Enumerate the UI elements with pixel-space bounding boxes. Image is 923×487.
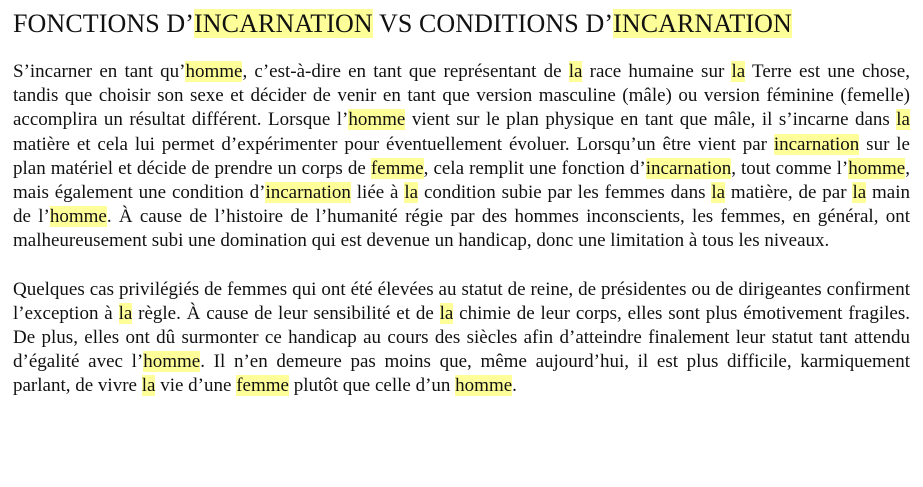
highlighted-term: homme <box>348 109 406 131</box>
paragraph-1 <box>13 60 910 254</box>
text-run: chimie de leur corps, elles sont plus émotivement fragiles. De plus, elles ont dû surmonter ce handicap au cours des siècles afin d’atteindre finalement leur statut tant attendu d’égalité avec l’ <box>13 302 910 373</box>
text-run: plutôt que celle d’un <box>288 375 456 397</box>
text-run: race humaine sur <box>582 61 732 82</box>
highlighted-term: la <box>439 302 454 324</box>
highlighted-term: INCARNATION <box>613 9 792 38</box>
text-run: , c’est-à-dire en tant que représentant de <box>242 61 569 82</box>
highlighted-term: la <box>568 61 583 82</box>
highlighted-term: homme <box>455 375 513 397</box>
text-run: condition subie par les femmes dans <box>418 182 712 204</box>
text-run: , tout comme l’ <box>731 157 849 179</box>
text-run: vie d’une <box>155 375 237 397</box>
highlighted-term: la <box>731 61 746 82</box>
text-run: main de l’ <box>13 182 911 228</box>
text-run: matière et cela lui permet d’expérimenter pour éventuellement évoluer. Lorsqu’un être vient par <box>13 133 774 155</box>
highlighted-term: la <box>852 182 867 204</box>
highlighted-term: incarnation <box>265 182 351 204</box>
text-run: . Il n’en demeure pas moins que, même aujourd’hui, il est plus difficile, karmiquement parlant, de vivre <box>13 351 910 397</box>
text-run: matière, de par <box>725 182 853 204</box>
highlighted-term: homme <box>185 61 243 82</box>
document-title <box>13 4 910 44</box>
highlighted-term: homme <box>143 351 201 373</box>
text-run: , cela remplit une fonction d’ <box>423 157 646 179</box>
text-run: , mais également une condition d’ <box>13 157 910 204</box>
highlighted-term: la <box>404 182 419 204</box>
text-run: règle. À cause de leur sensibilité et de <box>132 302 440 324</box>
highlighted-term: incarnation <box>645 157 732 179</box>
highlighted-term: homme <box>49 206 107 228</box>
text-run: sur le plan matériel et décide de prendre un corps de <box>13 133 910 179</box>
text-run: Terre est une chose, tandis que choisir son sexe et décider de venir en tant que version masculine (mâle) ou version féminine (femelle) accomplira un résultat différent. Lorsque l’ <box>13 61 910 131</box>
text-run: S’incarner en tant qu’ <box>13 61 186 82</box>
highlighted-term: femme <box>236 375 289 397</box>
highlighted-term: la <box>141 375 156 397</box>
highlighted-term: la <box>711 182 726 204</box>
text-run: vient sur le plan physique en tant que mâle, il s’incarne dans <box>405 109 897 131</box>
text-run: FONCTIONS D’ <box>13 9 195 38</box>
text-run: VS CONDITIONS D’ <box>372 9 614 38</box>
highlighted-term: la <box>118 302 133 324</box>
text-run: . À cause de l’histoire de l’humanité régie par des hommes inconscients, les femmes, en général, ont malheureusement subi une domination qui est devenue un handicap, donc une limitation à tous les niveaux. <box>13 206 910 252</box>
paragraph-2 <box>13 278 910 399</box>
highlighted-term: homme <box>848 157 906 179</box>
text-run: liée à <box>350 182 405 204</box>
highlighted-term: femme <box>370 157 424 179</box>
highlighted-term: incarnation <box>773 133 860 155</box>
highlighted-term: INCARNATION <box>194 9 373 38</box>
text-run: . <box>512 375 517 397</box>
highlighted-term: la <box>896 109 910 131</box>
text-run: Quelques cas privilégiés de femmes qui ont été élevées au statut de reine, de présidentes ou de dirigeantes confirment l’exception à <box>13 278 910 324</box>
